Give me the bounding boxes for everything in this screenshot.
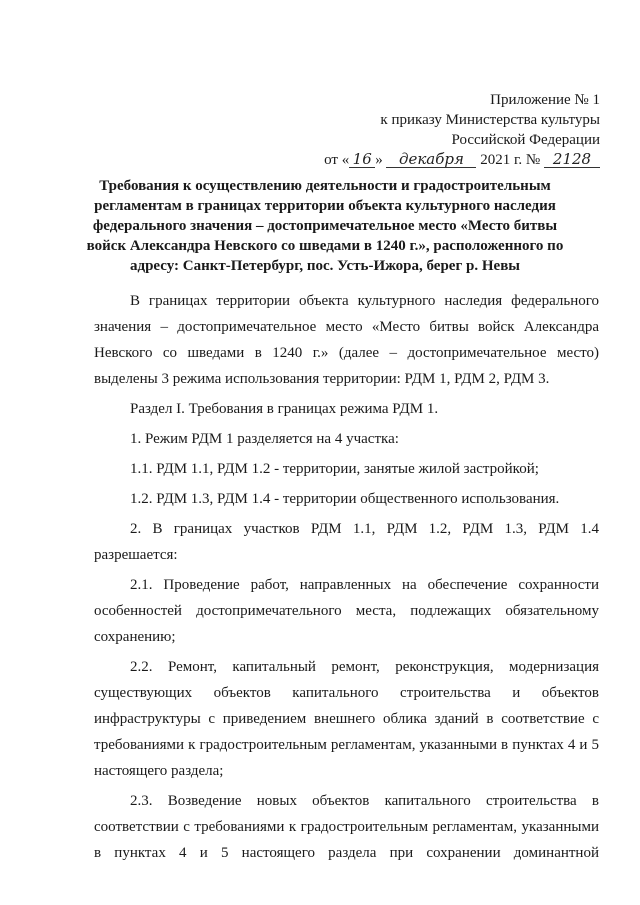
order-mid: » xyxy=(375,152,383,168)
order-prefix: от « xyxy=(324,152,350,168)
paragraph-1: 1. Режим РДМ 1 разделяется на 4 участка: xyxy=(130,431,399,447)
paragraph-2: 2. В границах участков РДМ 1.1, РДМ 1.2, РДМ 1.3, РДМ 1.4 разрешается: xyxy=(94,521,599,563)
document-title: Требования к осуществлению деятельности и градостроительным регламентам в границах территории объекта культурного наследия федерального значения – достопримечательное место «Место битвы войск Александра Невского со шведами в 1240 г.», расположенного по адресу: Санкт-Петербург, пос. Усть-Ижора, берег р. Невы xyxy=(86,178,564,274)
paragraph-2-3: 2.3. Возведение новых объектов капитального строительства в соответствии с требованиями к градостроительным регламентам, указанными в пунктах 4 и 5 настоящего раздела при сохранении доминантной xyxy=(94,793,599,861)
paragraph-section-1: Раздел I. Требования в границах режима РДМ 1. xyxy=(130,401,439,417)
order-year: 2021 г. № xyxy=(480,152,541,168)
paragraph-2-2: 2.2. Ремонт, капитальный ремонт, реконструкция, модернизация существующих объектов капитального строительства и объектов инфраструктуры с приведением внешнего облика зданий в соответствие с требованиями к градостроительным регламентам, указанными в пунктах 4 и 5 настоящего раздела; xyxy=(94,659,599,779)
appendix-header xyxy=(324,90,600,170)
paragraph-intro: В границах территории объекта культурного наследия федерального значения – достопримечательное место «Место битвы войск Александра Невского со шведами в 1240 г.» (далее – достопримечательное место) выделены 3 режима использования территории: РДМ 1, РДМ 2, РДМ 3. xyxy=(94,293,599,387)
paragraph-1-2: 1.2. РДМ 1.3, РДМ 1.4 - территории общественного использования. xyxy=(130,491,560,507)
order-date-line xyxy=(324,150,600,170)
document-body xyxy=(94,288,599,866)
appendix-order-ref: к приказу Министерства культуры xyxy=(380,112,600,128)
order-month-handwritten: декабря xyxy=(386,151,476,168)
appendix-number: Приложение № 1 xyxy=(490,92,600,108)
paragraph-2-1: 2.1. Проведение работ, направленных на обеспечение сохранности особенностей достопримечательного места, подлежащих обязательному сохранению; xyxy=(94,577,599,645)
order-day-handwritten: 16 xyxy=(349,151,375,168)
paragraph-1-1: 1.1. РДМ 1.1, РДМ 1.2 - территории, занятые жилой застройкой; xyxy=(130,461,539,477)
order-number-handwritten: 2128 xyxy=(544,151,600,168)
appendix-federation: Российской Федерации xyxy=(451,132,600,148)
